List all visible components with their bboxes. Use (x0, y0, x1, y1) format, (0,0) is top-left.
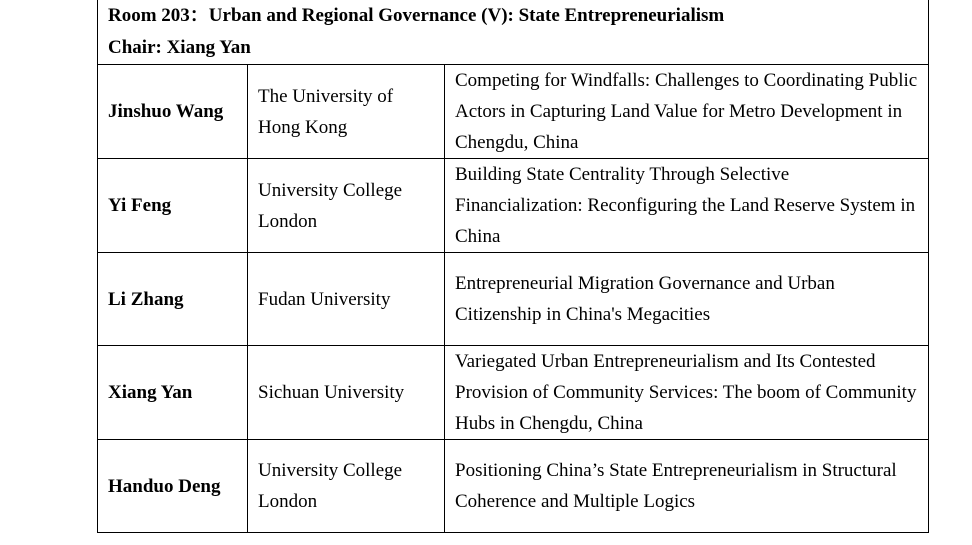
table-row (98, 346, 929, 440)
presentation-title: Entrepreneurial Migration Governance and Urban Citizenship in China's Megacities (445, 253, 929, 346)
session-room-title: Room 203：Urban and Regional Governance (V): State Entrepreneurialism (108, 5, 725, 26)
program-page (97, 0, 928, 533)
presentation-title: Positioning China’s State Entrepreneurialism in Structural Coherence and Multiple Logics (445, 440, 929, 533)
presenter-name: Yi Feng (98, 159, 248, 253)
session-header-cell (98, 0, 929, 65)
presenter-affiliation: The University of Hong Kong (248, 65, 445, 159)
table-row (98, 159, 929, 253)
session-table (97, 0, 929, 533)
session-chair: Chair: Xiang Yan (108, 37, 251, 58)
table-row (98, 440, 929, 533)
presentation-title: Building State Centrality Through Selective Financialization: Reconfiguring the Land Reserve System in China (445, 159, 929, 253)
presentation-title: Competing for Windfalls: Challenges to Coordinating Public Actors in Capturing Land Value for Metro Development in Chengdu, China (445, 65, 929, 159)
presenter-affiliation: University College London (248, 159, 445, 253)
presenter-name: Li Zhang (98, 253, 248, 346)
table-row (98, 253, 929, 346)
session-header-row (98, 0, 929, 65)
presenter-affiliation: University College London (248, 440, 445, 533)
presentation-title: Variegated Urban Entrepreneurialism and Its Contested Provision of Community Services: The boom of Community Hubs in Chengdu, China (445, 346, 929, 440)
presenter-name: Jinshuo Wang (98, 65, 248, 159)
presenter-name: Xiang Yan (98, 346, 248, 440)
presenter-affiliation: Fudan University (248, 253, 445, 346)
presenter-affiliation: Sichuan University (248, 346, 445, 440)
presenter-name: Handuo Deng (98, 440, 248, 533)
table-row (98, 65, 929, 159)
